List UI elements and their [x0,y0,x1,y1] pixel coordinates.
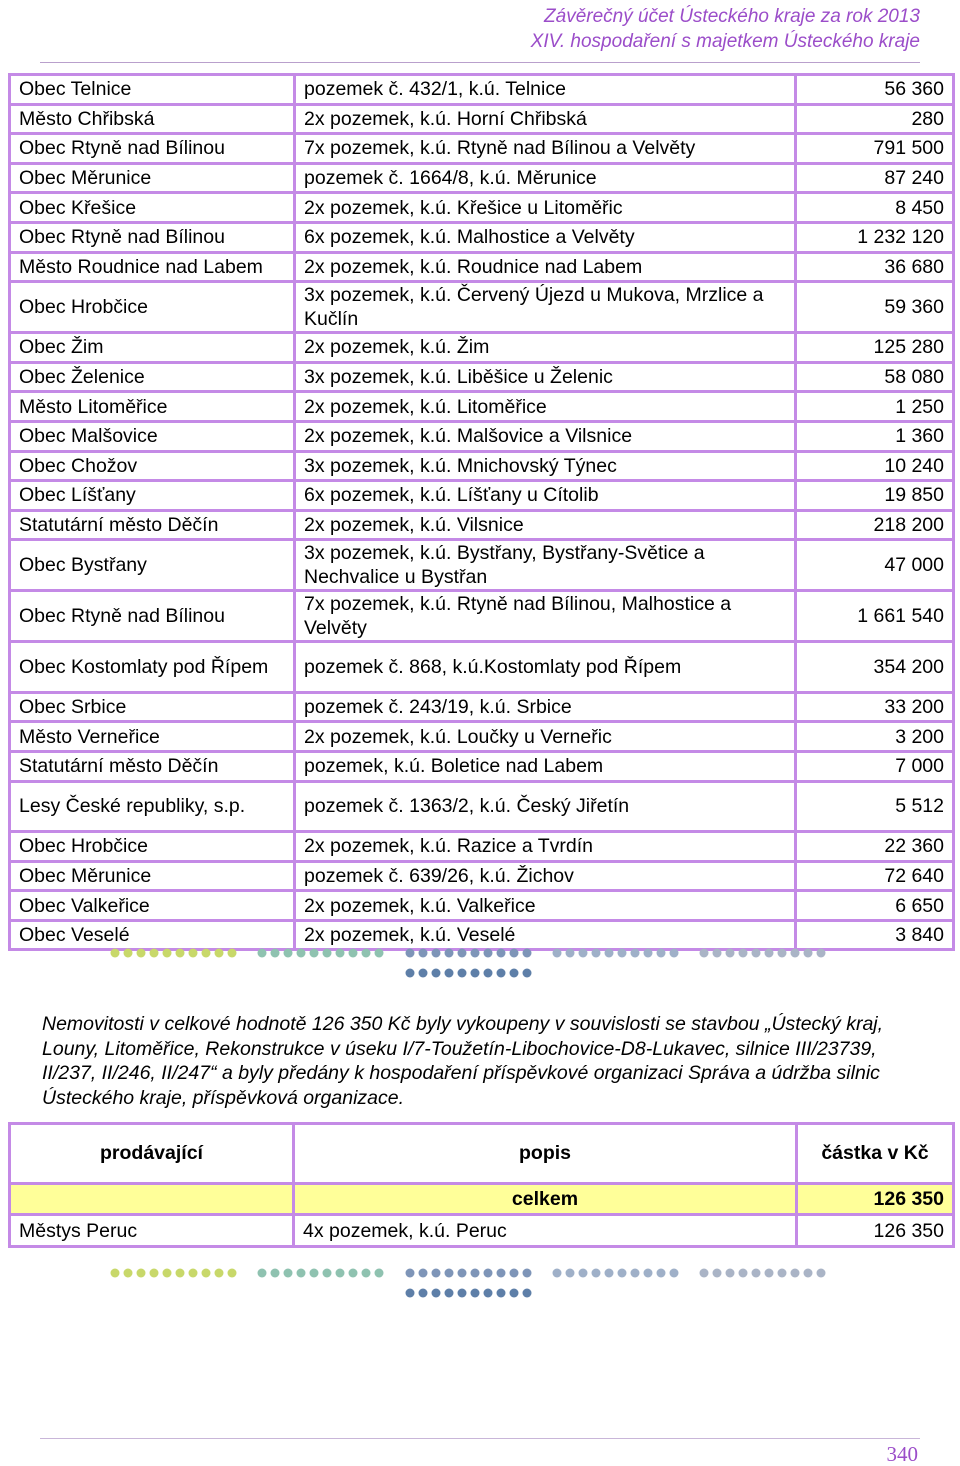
page-header [531,4,920,54]
property-description: 4x pozemek, k.ú. Peruc [294,1215,797,1247]
decorative-dot [375,949,384,958]
amount: 126 350 [797,1215,954,1247]
decorative-dot [458,1289,467,1298]
decorative-dot [432,969,441,978]
amount: 22 360 [796,832,954,862]
decorative-dot [817,949,826,958]
decorative-dot [258,1269,267,1278]
amount: 56 360 [796,75,954,105]
amount: 1 250 [796,392,954,422]
decorative-dot [432,1289,441,1298]
decorative-dot [258,949,267,958]
table-row [10,722,954,752]
total-empty-cell [10,1184,294,1215]
decorative-dot [176,949,185,958]
table-row [10,252,954,282]
decorative-dot [765,949,774,958]
seller-name: Obec Rtyně nad Bílinou [10,591,295,642]
seller-name: Obec Telnice [10,75,295,105]
decorative-dot [163,1269,172,1278]
decorative-dot [445,969,454,978]
property-description: pozemek č. 868, k.ú.Kostomlaty pod Řípem [295,642,796,693]
header-section-title: XIV. hospodaření s majetkem Ústeckého kraje [530,31,920,52]
property-description: 7x pozemek, k.ú. Rtyně nad Bílinou, Malhostice a Velvěty [295,591,796,642]
seller-name: Obec Chožov [10,451,295,481]
table-row [10,781,954,832]
footer-divider [40,1438,920,1439]
peruc-table [8,1122,955,1248]
property-description: 2x pozemek, k.ú. Vilsnice [295,510,796,540]
seller-name: Obec Hrobčice [10,832,295,862]
seller-name: Lesy České republiky, s.p. [10,781,295,832]
decorative-dot [471,1269,480,1278]
decorative-dot [510,949,519,958]
table-row [10,591,954,642]
decorative-dot [713,949,722,958]
decorative-dot [484,949,493,958]
decorative-dot [406,969,415,978]
decorative-dot [336,1269,345,1278]
decorative-dot [670,1269,679,1278]
decorative-dot [523,949,532,958]
table-row [10,832,954,862]
table-row [10,104,954,134]
amount: 7 000 [796,752,954,782]
decorative-dot [297,949,306,958]
amount: 87 240 [796,163,954,193]
decorative-dot [752,1269,761,1278]
table-row [10,451,954,481]
decorative-dot [713,1269,722,1278]
decorative-dot [310,949,319,958]
amount: 1 232 120 [796,222,954,252]
decorative-dot [592,1269,601,1278]
property-description: pozemek č. 639/26, k.ú. Žichov [295,861,796,891]
table-row [10,481,954,511]
decorative-dot [228,1269,237,1278]
table-row [10,540,954,591]
decorative-dot [484,969,493,978]
seller-name: Obec Malšovice [10,421,295,451]
seller-name: Obec Srbice [10,692,295,722]
property-description: pozemek č. 243/19, k.ú. Srbice [295,692,796,722]
decorative-dot [700,949,709,958]
decorative-dot [471,949,480,958]
amount: 125 280 [796,333,954,363]
decorative-dot [778,949,787,958]
decorative-dot [618,949,627,958]
seller-name: Obec Křešice [10,193,295,223]
table-row [10,163,954,193]
seller-name: Obec Bystřany [10,540,295,591]
total-row [10,1184,954,1215]
decorative-dot [726,1269,735,1278]
property-description: pozemek č. 1363/2, k.ú. Český Jiřetín [295,781,796,832]
decorative-dot [510,1289,519,1298]
page-number: 340 [886,1442,918,1466]
decorative-dot [726,949,735,958]
decorative-dot [739,949,748,958]
decorative-dot [605,949,614,958]
seller-name: Statutární město Děčín [10,752,295,782]
property-description: 2x pozemek, k.ú. Roudnice nad Labem [295,252,796,282]
decorative-dot [471,1289,480,1298]
decorative-dot [406,949,415,958]
header-seller: prodávající [10,1124,294,1184]
amount: 1 661 540 [796,591,954,642]
seller-name: Obec Měrunice [10,163,295,193]
decorative-dot [817,1269,826,1278]
property-description: 6x pozemek, k.ú. Malhostice a Velvěty [295,222,796,252]
amount: 791 500 [796,134,954,164]
amount: 33 200 [796,692,954,722]
decorative-dot [284,949,293,958]
amount: 36 680 [796,252,954,282]
amount: 19 850 [796,481,954,511]
decorative-dot [124,1269,133,1278]
total-label: celkem [294,1184,797,1215]
decorative-dot [271,1269,280,1278]
decorative-dot [566,949,575,958]
decorative-dot [458,1269,467,1278]
decorative-dot [124,949,133,958]
table-row [10,193,954,223]
decorative-dot [163,949,172,958]
decorative-dot [137,1269,146,1278]
seller-name: Obec Líšťany [10,481,295,511]
seller-name: Město Verneřice [10,722,295,752]
decorative-dot [804,1269,813,1278]
decorative-dot [362,949,371,958]
table-row [10,692,954,722]
property-description: 2x pozemek, k.ú. Loučky u Verneřic [295,722,796,752]
amount: 280 [796,104,954,134]
decorative-dot [189,1269,198,1278]
table-row [10,282,954,333]
decorative-dot [523,1269,532,1278]
property-description: 3x pozemek, k.ú. Liběšice u Želenic [295,362,796,392]
seller-name: Obec Hrobčice [10,282,295,333]
decorative-dot [484,1289,493,1298]
amount: 3 200 [796,722,954,752]
decorative-dot [657,1269,666,1278]
table-row [10,362,954,392]
decorative-dot [553,949,562,958]
amount: 58 080 [796,362,954,392]
property-description: 3x pozemek, k.ú. Bystřany, Bystřany-Světice a Nechvalice u Bystřan [295,540,796,591]
amount: 72 640 [796,861,954,891]
amount: 218 200 [796,510,954,540]
seller-name: Obec Rtyně nad Bílinou [10,134,295,164]
seller-name: Obec Želenice [10,362,295,392]
amount: 10 240 [796,451,954,481]
decorative-dot [349,949,358,958]
decorative-dot [631,1269,640,1278]
table-row [10,421,954,451]
total-amount: 126 350 [797,1184,954,1215]
property-description: 2x pozemek, k.ú. Razice a Tvrdín [295,832,796,862]
decorative-dot [323,1269,332,1278]
decorative-dot [176,1269,185,1278]
decorative-dot [406,1269,415,1278]
decorative-dot [523,1289,532,1298]
seller-name: Město Litoměřice [10,392,295,422]
decorative-dot [670,949,679,958]
decorative-dot [375,1269,384,1278]
decorative-dot [631,949,640,958]
decorative-dot [362,1269,371,1278]
property-description: 2x pozemek, k.ú. Malšovice a Vilsnice [295,421,796,451]
table-row [10,222,954,252]
decorative-dot [791,949,800,958]
decorative-dot [445,1269,454,1278]
seller-name: Statutární město Děčín [10,510,295,540]
property-description: 2x pozemek, k.ú. Křešice u Litoměřic [295,193,796,223]
header-divider [40,62,920,63]
header-report-title: Závěrečný účet Ústeckého kraje za rok 2013 [544,6,920,27]
table-row [10,510,954,540]
decorative-dot [215,949,224,958]
seller-name: Město Roudnice nad Labem [10,252,295,282]
decorative-dot [419,1289,428,1298]
seller-name: Obec Veselé [10,920,295,950]
amount: 8 450 [796,193,954,223]
decorative-dot [579,1269,588,1278]
property-description: 2x pozemek, k.ú. Horní Chřibská [295,104,796,134]
decorative-dot [432,1269,441,1278]
decorative-dot [752,949,761,958]
header-description: popis [294,1124,797,1184]
decorative-dot [553,1269,562,1278]
table-row [10,75,954,105]
property-description: 3x pozemek, k.ú. Červený Újezd u Mukova, Mrzlice a Kučlín [295,282,796,333]
decorative-dot [271,949,280,958]
header-amount: částka v Kč [797,1124,954,1184]
decorative-dot [419,969,428,978]
decorative-dot [497,969,506,978]
decorative-dot [579,949,588,958]
decorative-dot [657,949,666,958]
table-row [10,891,954,921]
property-description: 7x pozemek, k.ú. Rtyně nad Bílinou a Velvěty [295,134,796,164]
property-table [8,73,955,951]
decorative-dot [510,969,519,978]
seller-name: Obec Kostomlaty pod Řípem [10,642,295,693]
amount: 354 200 [796,642,954,693]
decorative-dot [471,969,480,978]
decorative-dot [458,969,467,978]
decorative-dot [137,949,146,958]
decorative-dot [215,1269,224,1278]
decorative-dot [297,1269,306,1278]
decorative-dot [310,1269,319,1278]
table-row [10,1215,954,1247]
property-description: pozemek č. 432/1, k.ú. Telnice [295,75,796,105]
decorative-dot [432,949,441,958]
seller-name: Obec Žim [10,333,295,363]
decorative-dot [284,1269,293,1278]
amount: 1 360 [796,421,954,451]
property-description: 2x pozemek, k.ú. Veselé [295,920,796,950]
decorative-dot [202,1269,211,1278]
decorative-dot [804,949,813,958]
property-description: pozemek č. 1664/8, k.ú. Měrunice [295,163,796,193]
decorative-dot [791,1269,800,1278]
decorative-dot [458,949,467,958]
decorative-dot [523,969,532,978]
table-row [10,333,954,363]
seller-name: Městys Peruc [10,1215,294,1247]
decorative-dot [111,1269,120,1278]
decorative-dot [323,949,332,958]
property-description: pozemek, k.ú. Boletice nad Labem [295,752,796,782]
decorative-dot [765,1269,774,1278]
decorative-dot [497,949,506,958]
decorative-dots-divider [0,1260,960,1300]
decorative-dot [349,1269,358,1278]
property-description: 2x pozemek, k.ú. Žim [295,333,796,363]
decorative-dot [739,1269,748,1278]
seller-name: Obec Měrunice [10,861,295,891]
decorative-dot [497,1269,506,1278]
seller-name: Obec Valkeřice [10,891,295,921]
decorative-dot [644,949,653,958]
decorative-dot [150,949,159,958]
table-row [10,642,954,693]
seller-name: Město Chřibská [10,104,295,134]
decorative-dot [778,1269,787,1278]
amount: 47 000 [796,540,954,591]
decorative-dot [419,1269,428,1278]
table-row [10,752,954,782]
decorative-dot [618,1269,627,1278]
decorative-dot [189,949,198,958]
decorative-dot [336,949,345,958]
property-description: 2x pozemek, k.ú. Valkeřice [295,891,796,921]
purchase-note: Nemovitosti v celkové hodnotě 126 350 Kč byly vykoupeny v souvislosti se stavbou „Ústecký kraj, Louny, Litoměřice, Rekonstrukce v úseku I/7-Toužetín-Libochovice-D8-Lukavec, silnice III/23739, II/237, II/246, II/247“ a byly předány k hospodaření příspěvkové organizaci Správa a údržba silnic Ústeckého kraje, příspěvková organizace. [42,1013,884,1109]
decorative-dot [419,949,428,958]
table-row [10,392,954,422]
table-row [10,861,954,891]
decorative-dot [484,1269,493,1278]
decorative-dot [700,1269,709,1278]
decorative-dot [566,1269,575,1278]
amount: 3 840 [796,920,954,950]
amount: 6 650 [796,891,954,921]
decorative-dot [592,949,601,958]
decorative-dot [228,949,237,958]
decorative-dots-divider [0,940,960,980]
property-table-body [10,75,954,950]
decorative-dot [406,1289,415,1298]
decorative-dot [150,1269,159,1278]
table-row [10,134,954,164]
decorative-dot [497,1289,506,1298]
decorative-dot [605,1269,614,1278]
decorative-dot [202,949,211,958]
property-description: 3x pozemek, k.ú. Mnichovský Týnec [295,451,796,481]
decorative-dot [644,1269,653,1278]
amount: 59 360 [796,282,954,333]
amount: 5 512 [796,781,954,832]
seller-name: Obec Rtyně nad Bílinou [10,222,295,252]
decorative-dot [111,949,120,958]
property-description: 2x pozemek, k.ú. Litoměřice [295,392,796,422]
decorative-dot [510,1269,519,1278]
decorative-dot [445,949,454,958]
property-description: 6x pozemek, k.ú. Líšťany u Cítolib [295,481,796,511]
decorative-dot [445,1289,454,1298]
